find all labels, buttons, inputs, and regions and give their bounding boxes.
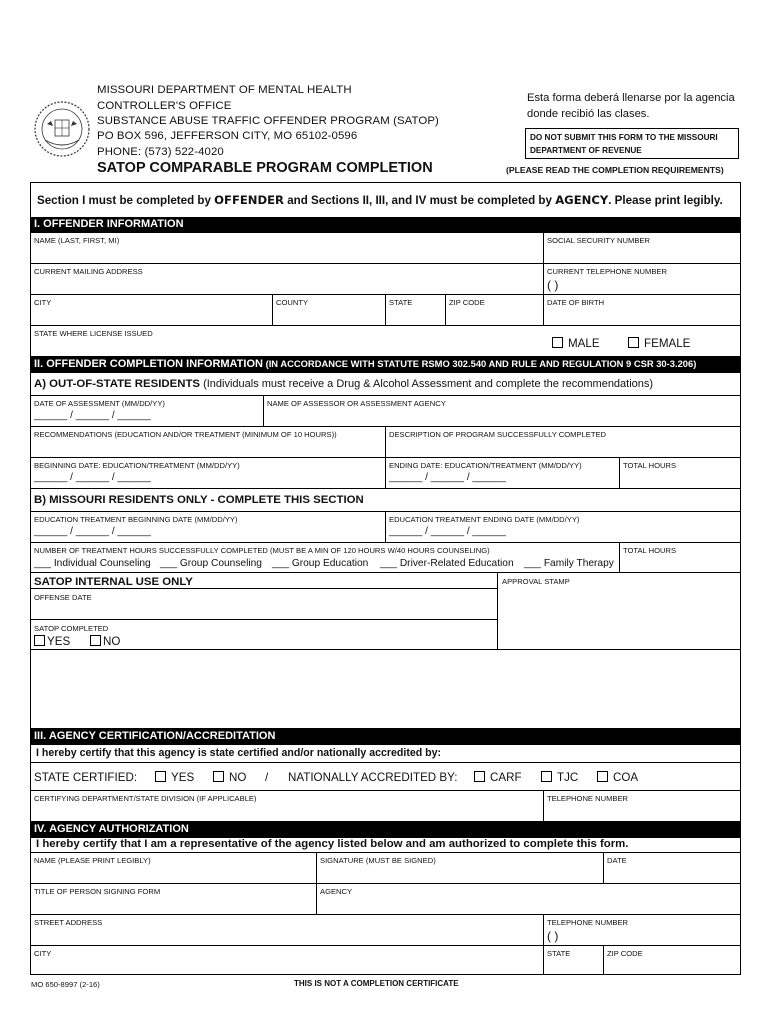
- county-field[interactable]: COUNTY: [276, 298, 309, 307]
- out-of-state-note: (Individuals must receive a Drug & Alcohol Assessment and complete the recommendations): [200, 378, 654, 390]
- phone-parentheses: ( ): [547, 278, 559, 292]
- divider: [385, 294, 386, 325]
- male-option[interactable]: [552, 337, 600, 350]
- ending-date-blank: ______ / ______ / ______: [389, 472, 506, 483]
- state-certified-label: STATE CERTIFIED:: [34, 771, 138, 784]
- state-certified-no[interactable]: [213, 771, 246, 784]
- rep-name-field[interactable]: NAME (PLEASE PRINT LEGIBLY): [34, 856, 151, 865]
- section2-statute: (IN ACCORDANCE WITH STATUTE RSMO 302.540 AND RULE AND REGULATION 9 CSR 30-3.206): [262, 358, 697, 369]
- group-education-option[interactable]: ___ Group Education: [272, 558, 369, 569]
- sign-date-field[interactable]: DATE: [607, 856, 627, 865]
- coa-option[interactable]: [597, 771, 638, 784]
- form-title: SATOP COMPARABLE PROGRAM COMPLETION: [97, 160, 433, 176]
- assessor-field[interactable]: NAME OF ASSESSOR OR ASSESSMENT AGENCY: [267, 399, 446, 408]
- section2-title: II. OFFENDER COMPLETION INFORMATION: [34, 358, 263, 370]
- certification-statement: I hereby certify that this agency is state certified and/or nationally accredited by:: [36, 747, 442, 759]
- divider: [30, 649, 741, 650]
- ssn-field[interactable]: SOCIAL SECURITY NUMBER: [547, 236, 650, 245]
- certifying-department-field[interactable]: CERTIFYING DEPARTMENT/STATE DIVISION (IF APPLICABLE): [34, 794, 257, 803]
- section4-header: IV. AGENCY AUTHORIZATION: [30, 822, 741, 837]
- certifying-phone-field[interactable]: TELEPHONE NUMBER: [547, 794, 629, 803]
- agency-state-field[interactable]: STATE: [547, 949, 571, 958]
- intro-part3: . Please print legibly.: [608, 194, 723, 207]
- male-label: MALE: [568, 337, 600, 350]
- out-of-state-heading: [34, 378, 653, 390]
- divider: [543, 790, 544, 822]
- dob-field[interactable]: DATE OF BIRTH: [547, 298, 605, 307]
- spanish-note-line2: donde recibió las clases.: [527, 108, 650, 120]
- intro-part2: and Sections II, III, and IV must be completed by: [283, 194, 556, 207]
- intro-part1: Section I must be completed by: [37, 194, 215, 207]
- program-description-field[interactable]: DESCRIPTION OF PROGRAM SUCCESSFULLY COMPLETED: [389, 430, 607, 439]
- agency-zip-field[interactable]: ZIP CODE: [607, 949, 643, 958]
- coa-label: COA: [613, 771, 639, 784]
- edu-end-date-blank: ______ / ______ / ______: [389, 526, 506, 537]
- divider: [30, 395, 741, 396]
- individual-counseling-option[interactable]: ___ Individual Counseling: [34, 558, 151, 569]
- treatment-hours-field[interactable]: NUMBER OF TREATMENT HOURS SUCCESSFULLY COMPLETED (MUST BE A MIN OF 120 HOURS W/40 HOURS COUNSELING): [34, 546, 490, 555]
- driver-related-education-option[interactable]: ___ Driver-Related Education: [380, 558, 514, 569]
- female-label: FEMALE: [644, 337, 691, 350]
- female-checkbox[interactable]: [628, 337, 639, 348]
- signature-field[interactable]: SIGNATURE (MUST BE SIGNED): [320, 856, 436, 865]
- mailing-address-field[interactable]: CURRENT MAILING ADDRESS: [34, 267, 143, 276]
- female-option[interactable]: [628, 337, 690, 350]
- section3-header: III. AGENCY CERTIFICATION/ACCREDITATION: [30, 729, 741, 744]
- signer-title-field[interactable]: TITLE OF PERSON SIGNING FORM: [34, 887, 161, 896]
- missouri-residents-title: B) MISSOURI RESIDENTS ONLY - COMPLETE THIS SECTION: [34, 494, 364, 506]
- agency-name-field[interactable]: AGENCY: [320, 887, 353, 896]
- carf-option[interactable]: [474, 771, 522, 784]
- beginning-date-blank: ______ / ______ / ______: [34, 472, 151, 483]
- satop-yes-label: YES: [47, 635, 71, 648]
- male-checkbox[interactable]: [552, 337, 563, 348]
- intro-agency: AGENCY: [555, 193, 609, 207]
- tjc-label: TJC: [557, 771, 579, 784]
- divider: [543, 232, 544, 325]
- national-accreditation-label: NATIONALLY ACCREDITED BY:: [288, 771, 458, 784]
- state-certified-no-checkbox[interactable]: [213, 771, 224, 782]
- total-hours-field-a[interactable]: TOTAL HOURS: [623, 461, 677, 470]
- divider: [30, 457, 741, 458]
- divider: [497, 572, 498, 649]
- divider: [30, 883, 741, 884]
- divider: [30, 852, 741, 853]
- zip-field[interactable]: ZIP CODE: [449, 298, 485, 307]
- satop-completed-label: SATOP COMPLETED: [34, 624, 109, 633]
- offender-name-field[interactable]: NAME (LAST, FIRST, MI): [34, 236, 120, 245]
- satop-yes-option[interactable]: [34, 635, 70, 648]
- state-field[interactable]: STATE: [389, 298, 413, 307]
- slash-separator: /: [265, 771, 269, 784]
- total-hours-field-b[interactable]: TOTAL HOURS: [623, 546, 677, 555]
- divider: [30, 572, 741, 573]
- ending-date-field[interactable]: ENDING DATE: EDUCATION/TREATMENT (MM/DD/YY): [389, 461, 582, 470]
- offense-date-field[interactable]: OFFENSE DATE: [34, 593, 92, 602]
- spanish-note-line1: Esta forma deberá llenarse por la agencia: [527, 92, 735, 104]
- approval-stamp-area: APPROVAL STAMP: [502, 577, 570, 586]
- divider: [445, 294, 446, 325]
- edu-begin-date-blank: ______ / ______ / ______: [34, 526, 151, 537]
- divider: [30, 325, 741, 326]
- agency-phone-parentheses: ( ): [547, 929, 559, 943]
- state-seal-icon: [33, 100, 91, 158]
- section2-header: [30, 357, 741, 372]
- divider: [30, 945, 741, 946]
- divider: [272, 294, 273, 325]
- header-phone: PHONE: (573) 522-4020: [97, 146, 224, 158]
- edu-begin-date-field[interactable]: EDUCATION TREATMENT BEGINNING DATE (MM/DD/YY): [34, 515, 238, 524]
- do-not-submit-box: [525, 128, 739, 159]
- license-state-field[interactable]: STATE WHERE LICENSE ISSUED: [34, 329, 153, 338]
- divider: [619, 542, 620, 572]
- city-field[interactable]: CITY: [34, 298, 52, 307]
- authorization-statement: I hereby certify that I am a representative of the agency listed below and am authorized to complete this form.: [36, 838, 629, 850]
- divider: [385, 511, 386, 542]
- divider: [263, 395, 264, 426]
- divider: [30, 914, 741, 915]
- satop-no-option[interactable]: [90, 635, 120, 648]
- header-address: PO BOX 596, JEFFERSON CITY, MO 65102-0596: [97, 130, 358, 142]
- form-number: MO 650-8997 (2-16): [31, 980, 100, 989]
- divider: [30, 542, 741, 543]
- edu-end-date-field[interactable]: EDUCATION TREATMENT ENDING DATE (MM/DD/YY): [389, 515, 580, 524]
- state-certified-no-label: NO: [229, 771, 247, 784]
- family-therapy-option[interactable]: ___ Family Therapy: [524, 558, 614, 569]
- divider: [30, 619, 497, 620]
- assessment-date-field[interactable]: DATE OF ASSESSMENT (MM/DD/YY): [34, 399, 165, 408]
- do-not-submit-line1: DO NOT SUBMIT THIS FORM TO THE MISSOURI: [530, 133, 718, 142]
- read-requirements-note: (PLEASE READ THE COMPLETION REQUIREMENTS): [506, 165, 724, 175]
- offender-phone-field[interactable]: CURRENT TELEPHONE NUMBER: [547, 267, 667, 276]
- divider: [30, 762, 741, 763]
- divider: [603, 945, 604, 975]
- divider: [619, 457, 620, 488]
- out-of-state-title: A) OUT-OF-STATE RESIDENTS: [34, 378, 201, 390]
- coa-checkbox[interactable]: [597, 771, 608, 782]
- not-certificate-notice: THIS IS NOT A COMPLETION CERTIFICATE: [294, 979, 459, 988]
- internal-use-title: SATOP INTERNAL USE ONLY: [34, 576, 193, 588]
- satop-no-checkbox[interactable]: [90, 635, 101, 646]
- header-office: CONTROLLER'S OFFICE: [97, 100, 232, 112]
- beginning-date-field[interactable]: BEGINNING DATE: EDUCATION/TREATMENT (MM/DD/YY): [34, 461, 240, 470]
- header-program: SUBSTANCE ABUSE TRAFFIC OFFENDER PROGRAM (SATOP): [97, 115, 439, 127]
- divider: [30, 790, 741, 791]
- divider: [30, 263, 741, 264]
- agency-street-field[interactable]: STREET ADDRESS: [34, 918, 103, 927]
- state-certified-yes[interactable]: [155, 771, 194, 784]
- satop-yes-checkbox[interactable]: [34, 635, 45, 646]
- do-not-submit-line2: DEPARTMENT OF REVENUE: [530, 146, 642, 155]
- agency-city-field[interactable]: CITY: [34, 949, 52, 958]
- carf-checkbox[interactable]: [474, 771, 485, 782]
- tjc-option[interactable]: [541, 771, 578, 784]
- agency-phone-field[interactable]: TELEPHONE NUMBER: [547, 918, 629, 927]
- assessment-date-blank: ______ / ______ / ______: [34, 410, 151, 421]
- header-agency: MISSOURI DEPARTMENT OF MENTAL HEALTH: [97, 84, 352, 96]
- intro-instructions: [30, 182, 741, 217]
- recommendations-field[interactable]: RECOMMENDATIONS (EDUCATION AND/OR TREATMENT (MINIMUM OF 10 HOURS)): [34, 430, 337, 439]
- tjc-checkbox[interactable]: [541, 771, 552, 782]
- carf-label: CARF: [490, 771, 522, 784]
- divider: [30, 488, 741, 489]
- state-certified-yes-label: YES: [171, 771, 195, 784]
- satop-no-label: NO: [103, 635, 121, 648]
- divider: [30, 588, 497, 589]
- divider: [603, 852, 604, 883]
- section1-header: I. OFFENDER INFORMATION: [30, 217, 741, 232]
- state-certified-yes-checkbox[interactable]: [155, 771, 166, 782]
- group-counseling-option[interactable]: ___ Group Counseling: [160, 558, 262, 569]
- intro-offender: OFFENDER: [214, 193, 284, 207]
